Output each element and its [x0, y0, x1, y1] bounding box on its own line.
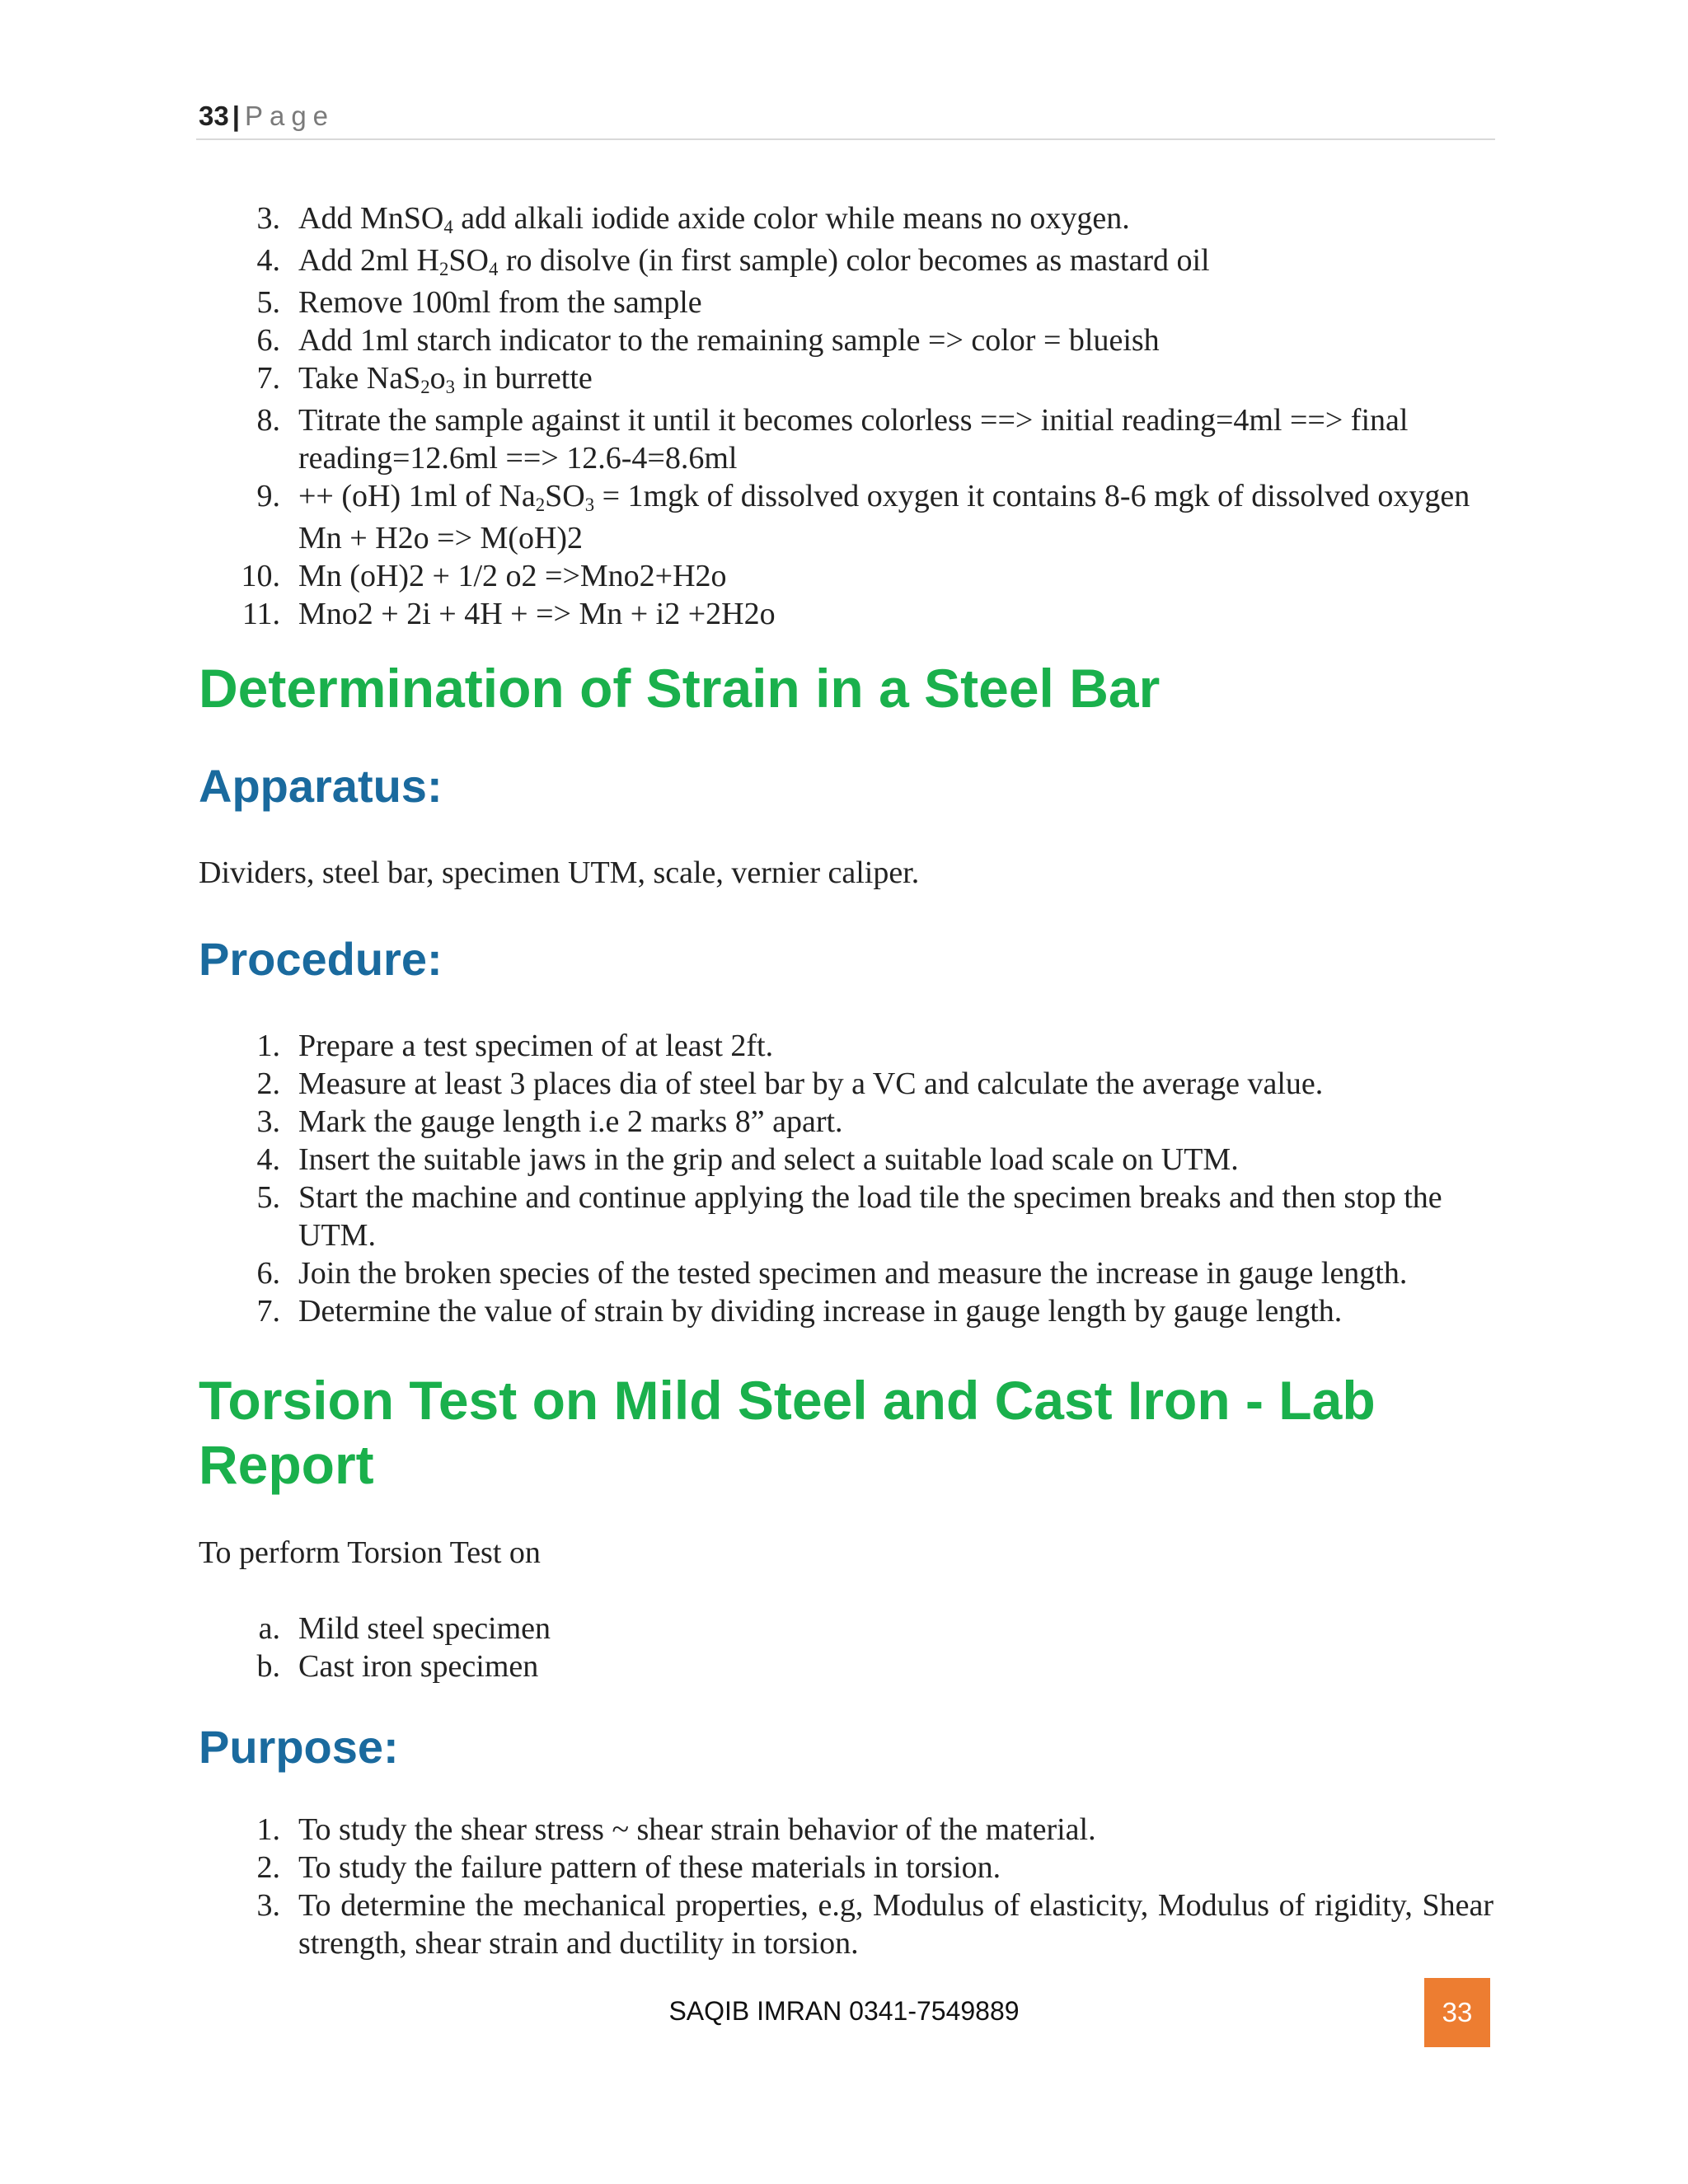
header-divider	[196, 138, 1495, 140]
list-item-text: Titrate the sample against it until it becomes colorless ==> initial reading=4ml ==> final reading=12.6ml ==> 12.6-4=8.6ml	[298, 403, 1409, 476]
list-item-number: 2.	[256, 1066, 280, 1101]
list-item-text: To study the failure pattern of these materials in torsion.	[298, 1850, 1001, 1885]
list-item-number: 5.	[256, 1180, 280, 1215]
list-item	[0, 1179, 1493, 1254]
purpose-heading: Purpose:	[199, 1721, 399, 1773]
list-item	[0, 199, 1493, 241]
list-item-number: 3.	[256, 201, 280, 236]
list-item	[0, 595, 1493, 633]
list-item	[0, 321, 1493, 359]
header-separator: |	[232, 101, 240, 131]
list-item-text: Join the broken species of the tested specimen and measure the increase in gauge length.	[298, 1256, 1408, 1291]
list-item	[0, 1065, 1493, 1103]
list-item-number: 6.	[256, 1256, 280, 1291]
list-item-number: 4.	[256, 243, 280, 278]
list-item	[0, 284, 1493, 321]
list-item-number: 7.	[256, 361, 280, 396]
list-item	[0, 1849, 1493, 1886]
list-item-text: Mno2 + 2i + 4H + => Mn + i2 +2H2o	[298, 597, 776, 631]
apparatus-heading: Apparatus:	[199, 760, 443, 812]
torsion-intro: To perform Torsion Test on	[199, 1535, 541, 1570]
list-item-text: Measure at least 3 places dia of steel bar by a VC and calculate the average value.	[298, 1066, 1324, 1101]
list-item-text: Mild steel specimen	[298, 1611, 551, 1646]
list-item-text: Determine the value of strain by dividing increase in gauge length by gauge length.	[298, 1294, 1343, 1329]
specimen-list	[0, 1610, 1493, 1685]
footer-author: SAQIB IMRAN 0341-7549889	[668, 1996, 1020, 2026]
section-title-strain: Determination of Strain in a Steel Bar	[199, 658, 1160, 719]
list-item-number: 8.	[256, 403, 280, 438]
list-item-text: Add MnSO4 add alkali iodide axide color while means no oxygen.	[298, 201, 1130, 238]
list-item-number: 3.	[256, 1104, 280, 1139]
section-title-torsion: Torsion Test on Mild Steel and Cast Iron - Lab Report	[199, 1370, 1376, 1495]
list-item-number: 9.	[256, 479, 280, 513]
list-item-number: 3.	[256, 1888, 280, 1923]
list-item-number: 1.	[256, 1812, 280, 1847]
list-item-text: Mark the gauge length i.e 2 marks 8” apart.	[298, 1104, 843, 1139]
list-item-number: 5.	[256, 285, 280, 320]
list-item	[0, 1254, 1493, 1292]
list-item	[0, 1886, 1493, 1962]
list-item	[0, 477, 1493, 557]
header-page-word: Page	[244, 101, 335, 131]
list-item-text: Mn (oH)2 + 1/2 o2 =>Mno2+H2o	[298, 559, 727, 593]
footer-page-badge: 33	[1424, 1978, 1490, 2047]
apparatus-text: Dividers, steel bar, specimen UTM, scale, vernier caliper.	[199, 855, 920, 890]
page-header	[199, 101, 335, 132]
list-item-number: 2.	[256, 1850, 280, 1885]
list-item	[0, 1027, 1493, 1065]
list-item	[0, 1610, 1493, 1647]
list-item-text: ++ (oH) 1ml of Na2SO3 = 1mgk of dissolved oxygen it contains 8-6 mgk of dissolved oxygen Mn + H2o => M(oH)2	[298, 479, 1470, 555]
list-item-text: Insert the suitable jaws in the grip and select a suitable load scale on UTM.	[298, 1142, 1239, 1177]
list-item-text: To study the shear stress ~ shear strain behavior of the material.	[298, 1812, 1096, 1847]
list-item	[0, 401, 1493, 477]
list-item-number: 7.	[256, 1294, 280, 1329]
list-item-text: Remove 100ml from the sample	[298, 285, 702, 320]
list-item-number: 6.	[256, 323, 280, 358]
procedure-list	[0, 1027, 1493, 1330]
list-item	[0, 1141, 1493, 1179]
list-item-letter: b.	[256, 1649, 280, 1684]
list-item-text: To determine the mechanical properties, e.g, Modulus of elasticity, Modulus of rigidity, Shear strength, shear strain and ductility in torsion.	[298, 1888, 1493, 1961]
list-item-text: Take NaS2o3 in burrette	[298, 361, 593, 398]
list-item	[0, 1647, 1493, 1685]
list-item-text: Prepare a test specimen of at least 2ft.	[298, 1029, 774, 1063]
list-item	[0, 1103, 1493, 1141]
list-item-text: Start the machine and continue applying the load tile the specimen breaks and then stop the UTM.	[298, 1180, 1442, 1253]
list-item	[0, 1292, 1493, 1330]
list-item-text: Add 1ml starch indicator to the remaining sample => color = blueish	[298, 323, 1160, 358]
header-page-number: 33	[199, 101, 229, 131]
list-item	[0, 241, 1493, 284]
list-item-number: 1.	[256, 1029, 280, 1063]
list-item-number: 11.	[241, 597, 280, 631]
list-item	[0, 359, 1493, 401]
list-item	[0, 557, 1493, 595]
list-item-letter: a.	[258, 1611, 280, 1646]
list-item-text: Cast iron specimen	[298, 1649, 539, 1684]
purpose-list	[0, 1811, 1493, 1962]
list-item	[0, 1811, 1493, 1849]
list-item-number: 10.	[241, 559, 280, 593]
procedure-heading: Procedure:	[199, 933, 443, 985]
list-item-text: Add 2ml H2SO4 ro disolve (in first sample) color becomes as mastard oil	[298, 243, 1210, 280]
list-item-number: 4.	[256, 1142, 280, 1177]
titration-steps-list	[0, 199, 1493, 633]
